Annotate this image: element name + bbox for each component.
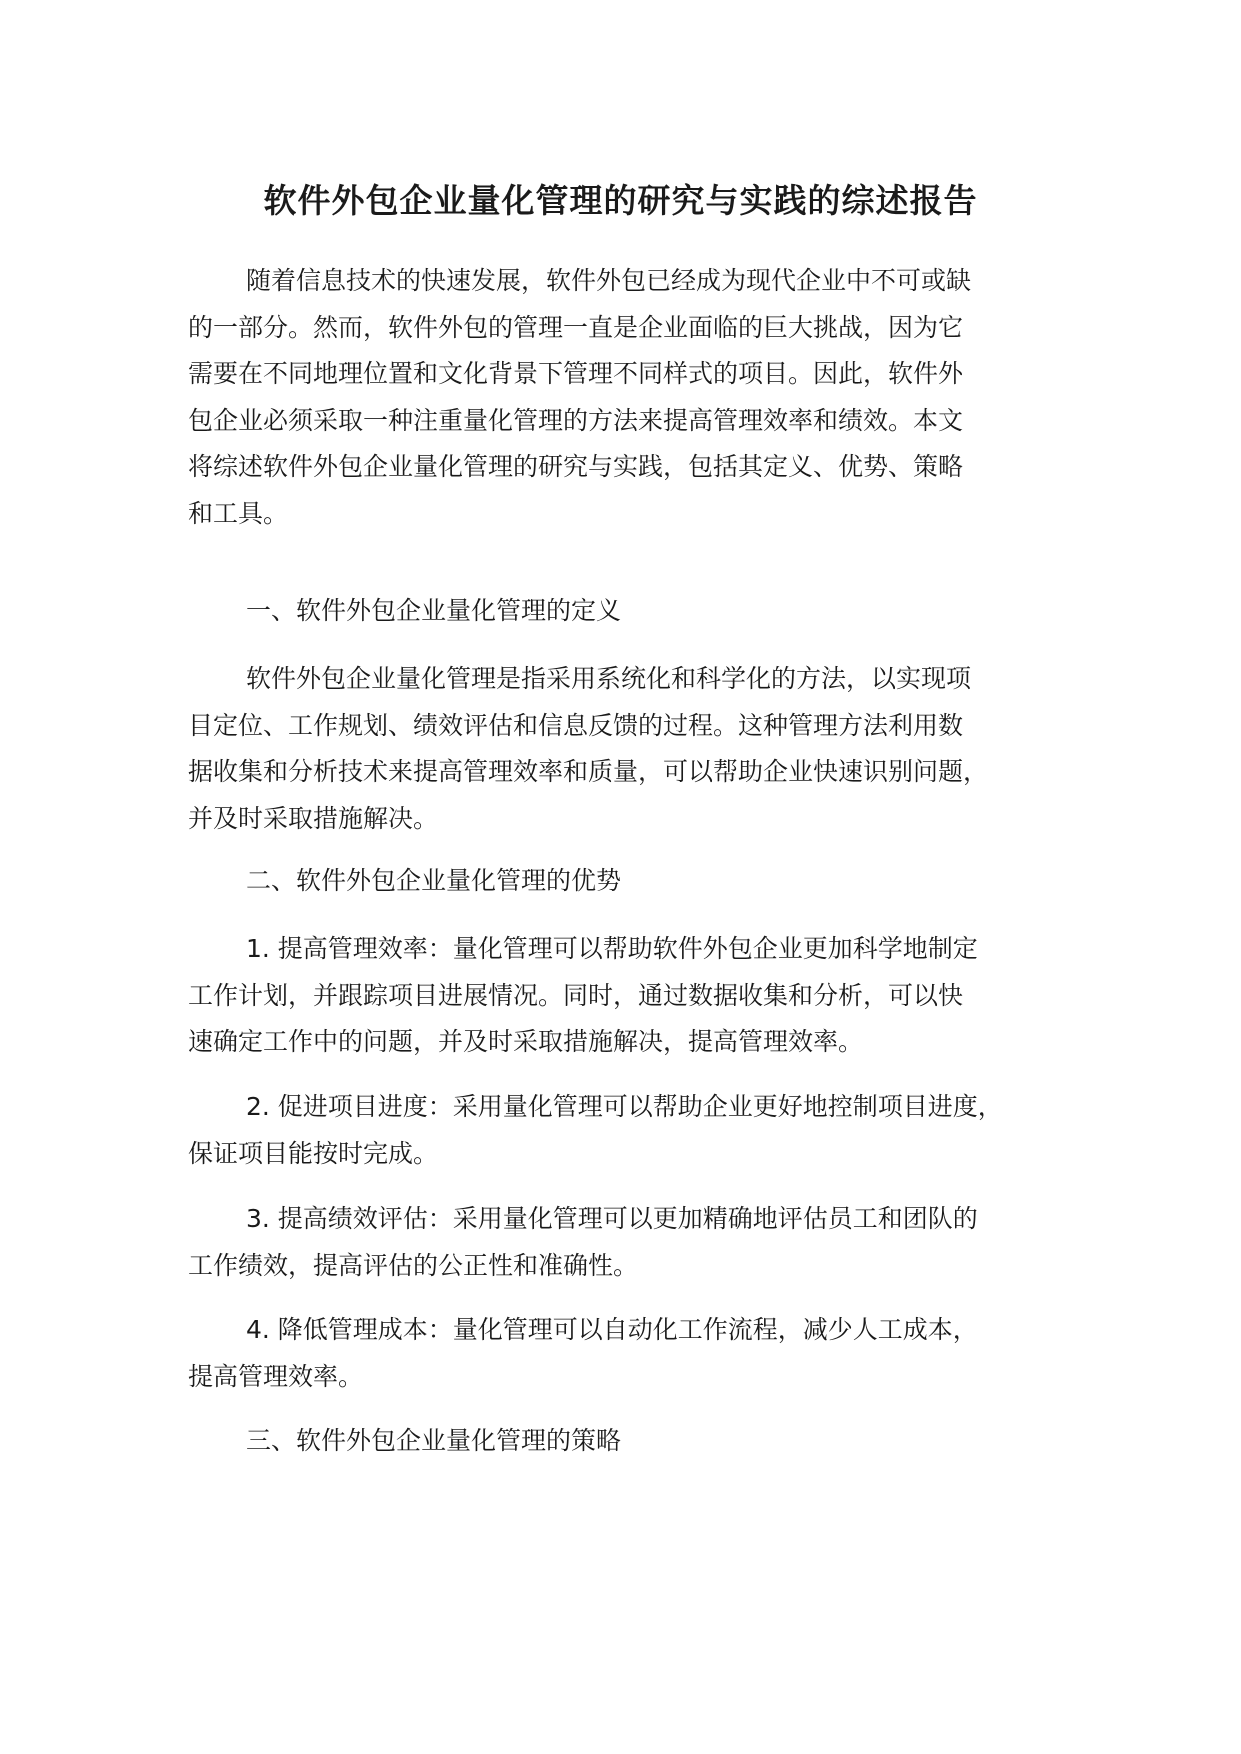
text-line: 目定位、工作规划、绩效评估和信息反馈的过程。这种管理方法利用数 xyxy=(188,710,964,740)
text-line: 工作绩效，提高评估的公正性和准确性。 xyxy=(188,1250,639,1280)
advantage-item-3 xyxy=(188,1196,1088,1289)
text-line: 软件外包企业量化管理是指采用系统化和科学化的方法，以实现项 xyxy=(246,664,972,693)
text-line: 保证项目能按时完成。 xyxy=(188,1138,439,1168)
text-line: 4. 降低管理成本：量化管理可以自动化工作流程，减少人工成本， xyxy=(246,1315,978,1344)
text-line: 工作计划，并跟踪项目进展情况。同时，通过数据收集和分析，可以快 xyxy=(188,980,964,1010)
paragraph-definition xyxy=(188,656,1088,842)
document-title: 软件外包企业量化管理的研究与实践的综述报告 xyxy=(263,181,978,220)
text-line: 和工具。 xyxy=(188,498,289,528)
section-heading-definition xyxy=(188,588,1088,635)
advantage-item-2 xyxy=(188,1084,1088,1177)
section-heading-advantages xyxy=(188,858,1088,905)
text-line: 一、软件外包企业量化管理的定义 xyxy=(246,596,622,625)
text-line: 将综述软件外包企业量化管理的研究与实践，包括其定义、优势、策略 xyxy=(188,452,964,481)
text-line: 2. 促进项目进度：采用量化管理可以帮助企业更好地控制项目进度， xyxy=(246,1092,1003,1121)
text-line: 并及时采取措施解决。 xyxy=(188,803,439,833)
paragraph-intro xyxy=(188,258,1088,537)
text-line: 二、软件外包企业量化管理的优势 xyxy=(246,866,622,895)
section-heading-strategies xyxy=(188,1418,1088,1465)
advantage-item-4 xyxy=(188,1307,1088,1400)
text-line: 3. 提高绩效评估：采用量化管理可以更加精确地评估员工和团队的 xyxy=(246,1204,978,1233)
text-line: 1. 提高管理效率：量化管理可以帮助软件外包企业更加科学地制定 xyxy=(246,934,978,963)
text-line: 据收集和分析技术来提高管理效率和质量，可以帮助企业快速识别问题， xyxy=(188,757,989,786)
text-line: 三、软件外包企业量化管理的策略 xyxy=(246,1426,622,1455)
text-line: 需要在不同地理位置和文化背景下管理不同样式的项目。因此，软件外 xyxy=(188,359,964,388)
text-line: 提高管理效率。 xyxy=(188,1361,364,1391)
text-line: 包企业必须采取一种注重量化管理的方法来提高管理效率和绩效。本文 xyxy=(188,405,964,435)
text-line: 随着信息技术的快速发展，软件外包已经成为现代企业中不可或缺 xyxy=(246,266,972,295)
text-line: 速确定工作中的问题，并及时采取措施解决，提高管理效率。 xyxy=(188,1027,864,1056)
text-line: 的一部分。然而，软件外包的管理一直是企业面临的巨大挑战，因为它 xyxy=(188,312,964,342)
advantage-item-1 xyxy=(188,926,1088,1066)
